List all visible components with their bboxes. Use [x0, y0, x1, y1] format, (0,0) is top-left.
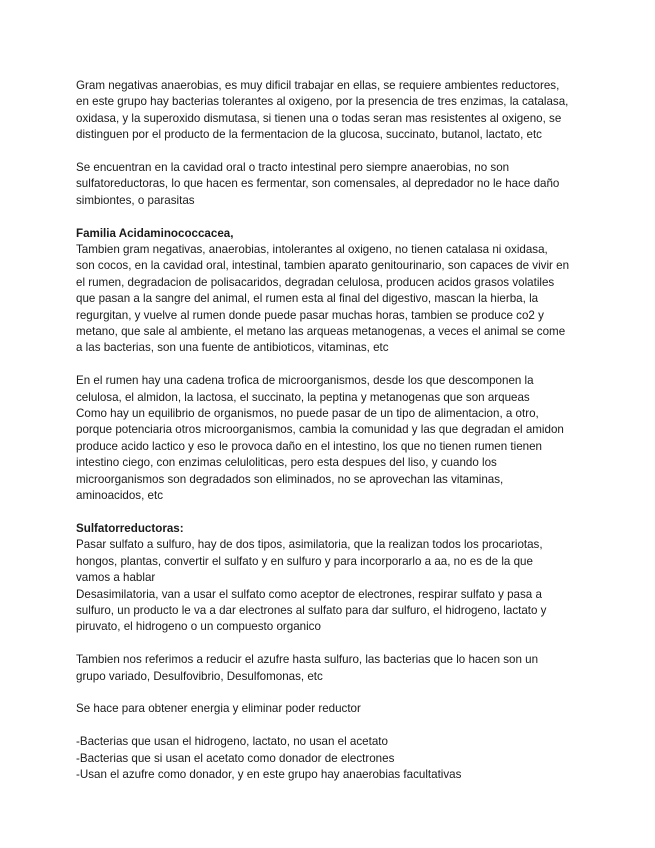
text-line: sulfatoreductoras, lo que hacen es fermentar, son comensales, al depredador no le hace daño [76, 177, 560, 191]
paragraph [76, 160, 586, 209]
text-line: Se hace para obtener energia y eliminar poder reductor [76, 702, 361, 716]
section-heading: Familia Acidaminococcacea, [76, 226, 234, 240]
paragraph [76, 701, 586, 717]
text-line: regurgitan, y vuelve al rumen donde puede pasar muchas horas, tambien se produce co2 y [76, 308, 544, 322]
text-line: sulfuro, un producto le va a dar electrones al sulfato para dar sulfuro, el hidrogeno, lactato y [76, 603, 547, 617]
text-line: que pasan a la sangre del animal, el rumen esta al final del digestivo, mascan la hierba, la [76, 292, 539, 306]
paragraph [76, 652, 586, 685]
text-line: -Bacterias que si usan el acetato como donador de electrones [76, 751, 395, 765]
text-line: son cocos, en la cavidad oral, intestinal, tambien aparato genitourinario, son capaces de vivir en [76, 259, 570, 273]
text-line: el rumen, degradacion de polisacaridos, degradan celulosa, producen acidos grasos volatiles [76, 275, 555, 289]
text-line: En el rumen hay una cadena trofica de microorganismos, desde los que descomponen la [76, 374, 534, 388]
text-line: distinguen por el producto de la fermentacion de la glucosa, succinato, butanol, lactato, etc [76, 128, 542, 142]
text-line: vamos a hablar [76, 571, 156, 585]
text-line: microorganismos son degradados son eliminados, no se aprovechan las vitaminas, [76, 472, 504, 486]
text-line: a las bacterias, son una fuente de antibioticos, vitaminas, etc [76, 341, 389, 355]
text-line: Desasimilatoria, van a usar el sulfato como aceptor de electrones, respirar sulfato y pasa a [76, 587, 542, 601]
text-line: aminoacidos, etc [76, 489, 163, 503]
text-line: produce acido lactico y eso le provoca daño en el intestino, los que no tienen rumen tienen [76, 439, 542, 453]
text-line: -Usan el azufre como donador, y en este grupo hay anaerobias facultativas [76, 767, 462, 781]
text-line: porque potenciaria otros microorganismos, cambia la comunidad y las que degradan el amidon [76, 423, 564, 437]
text-line: Gram negativas anaerobias, es muy dificil trabajar en ellas, se requiere ambientes reductores, [76, 79, 560, 92]
text-line: Pasar sulfato a sulfuro, hay de dos tipos, asimilatoria, que la realizan todos los procariotas, [76, 538, 543, 552]
section-heading: Sulfatorreductoras: [76, 521, 184, 535]
text-line: en este grupo hay bacterias tolerantes al oxigeno, por la presencia de tres enzimas, la catalasa, [76, 95, 569, 109]
text-line: -Bacterias que usan el hidrogeno, lactato, no usan el acetato [76, 735, 388, 749]
section [76, 226, 586, 357]
text-line: celulosa, el almidon, la lactosa, el succinato, la peptina y metanogenas que son arqueas [76, 390, 530, 404]
paragraph [76, 734, 586, 783]
text-line: metano, que sale al ambiente, el metano las arqueas metanogenas, a veces el animal se come [76, 325, 566, 339]
text-line: Se encuentran en la cavidad oral o tracto intestinal pero siempre anaerobias, no son [76, 161, 510, 175]
text-line: piruvato, el hidrogeno o un compuesto organico [76, 620, 321, 634]
text-line: oxidasa, y la superoxido dismutasa, si tienen una o todas seran mas resistentes al oxigeno, se [76, 111, 562, 125]
text-line: grupo variado, Desulfovibrio, Desulfomonas, etc [76, 669, 323, 683]
text-line: Como hay un equilibrio de organismos, no puede pasar de un tipo de alimentacion, a otro, [76, 407, 539, 421]
text-line: Tambien gram negativas, anaerobias, intolerantes al oxigeno, no tienen catalasa ni oxidasa, [76, 243, 548, 257]
document-body [76, 78, 586, 800]
paragraph [76, 78, 586, 144]
text-line: Tambien nos referimos a reducir el azufre hasta sulfuro, las bacterias que lo hacen son un [76, 653, 539, 667]
section [76, 521, 586, 636]
paragraph [76, 373, 586, 504]
text-line: simbiontes, o parasitas [76, 193, 195, 207]
text-line: intestino ciego, con enzimas celuloliticas, pero esta despues del liso, y cuando los [76, 456, 497, 470]
text-line: hongos, plantas, convertir el sulfato y en sulfuro y para incorporarlo a aa, no es de la que [76, 554, 533, 568]
